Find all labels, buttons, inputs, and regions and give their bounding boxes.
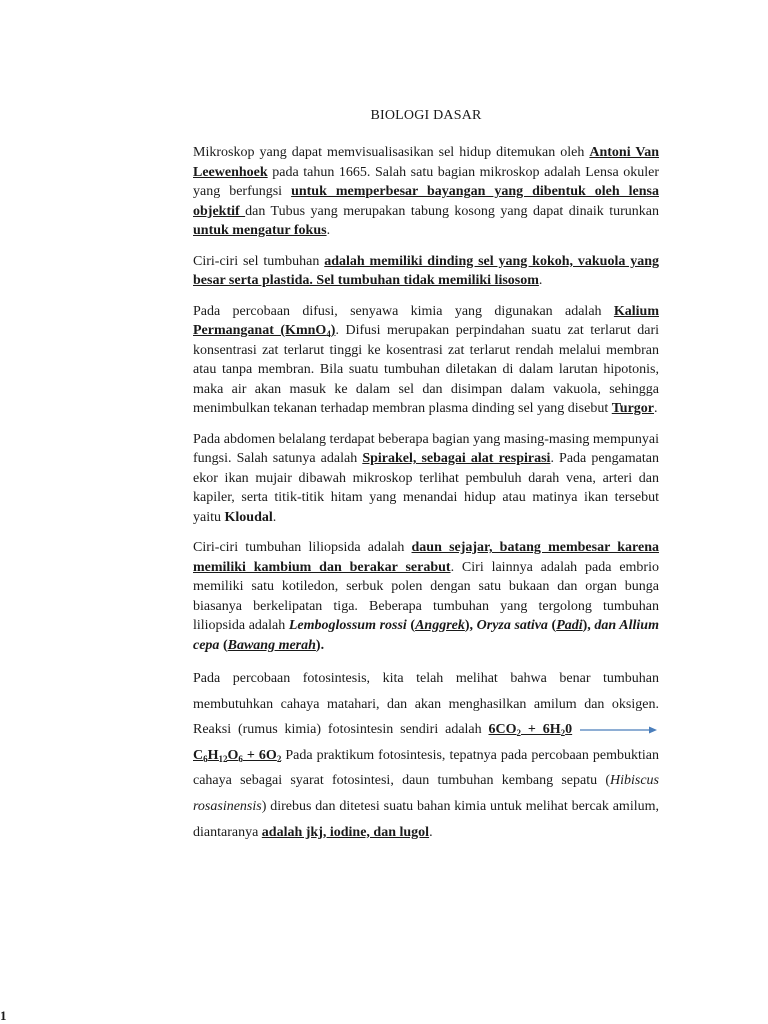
paragraph-grasshopper [193,430,659,528]
species-name: Oryza sativa [476,618,548,633]
paragraph-diffusion [193,302,659,419]
text-span: ) direbus dan ditetesi suatu bahan kimia untuk melihat bercak amilum, diantaranya [193,798,659,840]
text-span: ). [315,637,325,653]
text-span: ( [547,618,557,633]
text-span: . [326,223,331,238]
text-span: O [227,747,239,763]
text-span: Ciri-ciri sel tumbuhan [193,253,325,269]
text-span: 0 [565,722,573,738]
common-name: Padi [556,618,583,633]
page-title: BIOLOGI DASAR [370,108,482,123]
emphasis-span: Antoni Van Leewenhoek [193,145,659,180]
reaction-arrow-icon [579,725,659,735]
text-span: Pada praktikum fotosintesis, tepatnya pada percobaan pembuktian cahaya sebagai syarat fotosintesi, daun tumbuhan kembang sepatu ( [193,747,659,789]
text-span: . [654,401,658,416]
emphasis-span: untuk mengatur fokus [193,223,327,238]
emphasis-span: daun sejajar, batang membesar karena memiliki kambium dan berakar serabut [193,540,659,575]
text-span: C [193,747,204,763]
text-span: . Ciri lainnya adalah pada embrio memiliki satu kotiledon, serbuk polen dengan satu bukaan dan organ bunga biasanya berkelipatan tiga. Beberapa tumbuhan yang tergolong tumbuhan liliopsida adalah [193,559,659,633]
species-name: Lemboglossum rossi [288,618,407,633]
text-span: ), [582,618,595,633]
text-span: . [272,509,277,525]
species-name: Hibiscus rosasinensis [193,773,659,814]
reactants-formula [489,722,573,737]
common-name: Bawang merah [227,637,316,653]
subscript: 6 [238,753,243,764]
document-body [193,143,659,845]
paragraph-microscope [193,143,659,241]
subscript: 12 [218,753,228,764]
text-span: + 6O [242,747,277,763]
paragraph-liliopsida [193,538,659,655]
text-span: pada tahun 1665. Salah satu bagian mikroskop adalah Lensa okuler yang berfungsi [193,164,659,199]
emphasis-span: Turgor [611,401,655,416]
text-span: Kalium Permanganat (KmnO [193,303,659,338]
text-span: ) [330,323,336,338]
subscript: 4 [326,329,331,339]
text-span: dan Tubus yang merupakan tabung kosong yang dapat dinaik turunkan [245,203,659,219]
subscript: 6 [203,753,208,764]
emphasis-span: untuk memperbesar bayangan yang dibentuk oleh lensa objektif [193,184,659,219]
text-span: H [207,747,219,763]
text-span: ), [464,618,477,633]
products-formula [193,748,281,763]
text-span: . Difusi merupakan perpindahan suatu zat terlarut dari konsentrasi zat terlarut tinggi ke kosentrasi zat terlarut rendah melalui membran atau tanpa membran. Bila suatu tumbuhan diletakan di dalam larutan hipotonis, maka air akan masuk ke dalam sel dan disimpan dalam vakuola, sehingga menimbulkan tekanan terhadap membran plasma dinding sel yang disebut [193,323,659,416]
subscript: 2 [560,728,566,739]
page-number: 1 [0,1008,7,1023]
species-name: dan Allium cepa [193,618,659,653]
emphasis-span: Spirakel, sebagai alat respirasi [362,451,551,466]
paragraph-plant-cell [193,252,659,291]
subscript: 2 [276,753,282,764]
text-span: Pada abdomen belalang terdapat beberapa bagian yang masing-masing mempunyai fungsi. Salah satunya adalah [193,431,659,466]
text-span: . [538,273,543,288]
emphasis-span: adalah memiliki dinding sel yang kokoh, vakuola yang besar serta plastida. Sel tumbuhan tidak memiliki lisosom [193,253,659,288]
bold-span: Kloudal [224,509,273,525]
text-span: ( [406,618,416,633]
paragraph-photosynthesis [193,666,659,845]
text-span: . Pada pengamatan ekor ikan mujair dibawah mikroskop terlihat pembuluh darah vena, arteri dan kapiler, serta titik-titik hitam yang menandai hidup atau matinya ikan tersebut yaitu [193,451,659,525]
text-span: + 6H [521,722,561,738]
text-span: Mikroskop yang dapat memvisualisasikan sel hidup ditemukan oleh [193,145,590,160]
text-span: Pada percobaan difusi, senyawa kimia yang digunakan adalah [193,303,614,319]
text-span: ( [219,637,228,653]
text-span: . [429,824,433,840]
text-span: Ciri-ciri tumbuhan liliopsida adalah [193,540,412,555]
text-span: Pada percobaan fotosintesis, kita telah melihat bahwa benar tumbuhan membutuhkan cahaya matahari, dan akan menghasilkan amilum dan oksigen. Reaksi (rumus kimia) fotosintesin sendiri adalah [193,671,659,738]
common-name: Anggrek [415,618,465,633]
emphasis-span: adalah jkj, iodine, dan lugol [261,824,430,840]
text-span: 6CO [488,722,517,738]
subscript: 2 [516,728,522,739]
